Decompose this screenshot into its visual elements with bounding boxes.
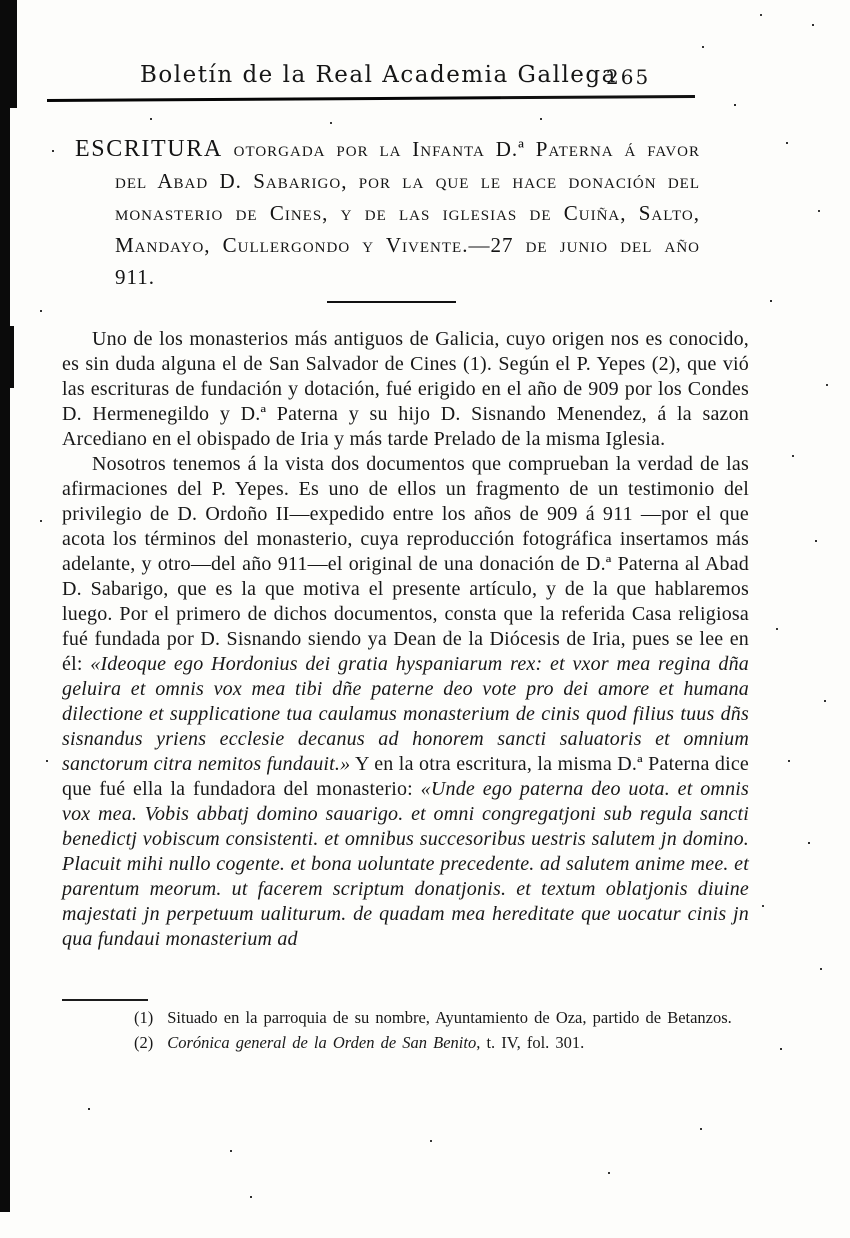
footnotes [62,1005,749,1055]
article-title-lead-word: ESCRITURA [75,136,223,162]
footnote-2-text [167,1033,584,1052]
footnote-separator-rule [62,999,148,1001]
page-number: 265 [606,65,651,89]
scan-gutter-edge-bump [0,326,14,388]
title-divider-rule [327,301,456,303]
footnote-1-marker: (1) [134,1008,154,1027]
scan-noise-specks [0,0,2,2]
latin-quote-text: «Unde ego paterna deo uota. et omnis vox mea. Vobis abbatj domino sauarigo. et omni congregatjoni sub regula sancti benedictj vobiscum consistenti. et omnibus succesoribus uestris salutem jn domino. Placuit mihi nullo cogente. et bona uoluntate precedente. ad salutem anime mee. et parentum meorum. ut facerem scriptum donatjonis. et textum oblatjonis diuine majestati jn perpetuum ualiturum. de quadam mea hereditate que uocatur cinis jn qua fundaui monasterium ad [62,778,750,950]
latin-quote-text: Corónica general de la Orden de San Benito [167,1033,477,1052]
article-body [62,327,749,952]
footnote-2 [62,1030,749,1055]
paragraph-documents-and-quotes [62,452,749,952]
latin-quote-text: «Ideoque ego Hordonius dei gratia hyspaniarum rex: et vxor mea regina dña geluira et omnis vox mea tibi dñe paterne deo vote pro dei amore et humana dilectione et supplicatione tua caulamus monasterium de cinis quod filius tuus dñs sisnandus yriens ecclesie decanus ad honorem sancti saluatoris et omnium sanctorum citra nemitos fundauit.» [62,653,749,775]
body-text-run: Y en la otra escritura, la misma D.ª Paterna dice que fué ella la fundadora del monasterio: [62,753,750,800]
paragraph-intro [62,327,749,452]
article-title-rest: otorgada por la Infanta D.ª Paterna á favor del Abad D. Sabarigo, por la que le hace donación del monasterio de Cines, y de las iglesias de Cuiña, Salto, Mandayo, Cullergondo y Vivente.—27 de junio del año 911. [115,137,700,289]
scan-gutter-edge-top [0,0,17,108]
footnote-1-text [167,1008,732,1027]
body-text-run: Nosotros tenemos á la vista dos documentos que comprueban la verdad de las afirmaciones del P. Yepes. Es uno de ellos un fragmento de un testimonio del privilegio de D. Ordoño II—expedido entre los años de 909 á 911 —por el que acota los términos del monasterio, cuya reproducción fotográfica insertamos más adelante, y otro—del año 911—el original de una donación de D.ª Paterna al Abad D. Sabarigo, que es la que motiva el presente artículo, y de la que hablaremos luego. Por el primero de dichos documentos, consta que la referida Casa religiosa fué fundada por D. Sisnando siendo ya Dean de la Diócesis de Iria, pues se lee en él: [62,453,749,675]
footnote-1 [62,1005,749,1030]
body-text-run: Uno de los monasterios más antiguos de Galicia, cuyo origen nos es conocido, es sin duda alguna el de San Salvador de Cines (1). Según el P. Yepes (2), que vió las escrituras de fundación y dotación, fué erigido en el año de 909 por los Condes D. Hermenegildo y D.ª Paterna y su hijo D. Sisnando Menendez, á la sazon Arcediano en el obispado de Iria y más tarde Prelado de la misma Iglesia. [62,328,749,450]
journal-header-title: Boletín de la Real Academia Gallega [140,62,617,88]
header-rule [47,95,695,102]
scan-gutter-edge [0,0,10,1212]
article-title [75,134,700,294]
body-text-run: , t. IV, fol. 301. [476,1033,585,1052]
body-text-run: Situado en la parroquia de su nombre, Ayuntamiento de Oza, partido de Betanzos. [167,1008,732,1027]
footnote-2-marker: (2) [134,1033,154,1052]
